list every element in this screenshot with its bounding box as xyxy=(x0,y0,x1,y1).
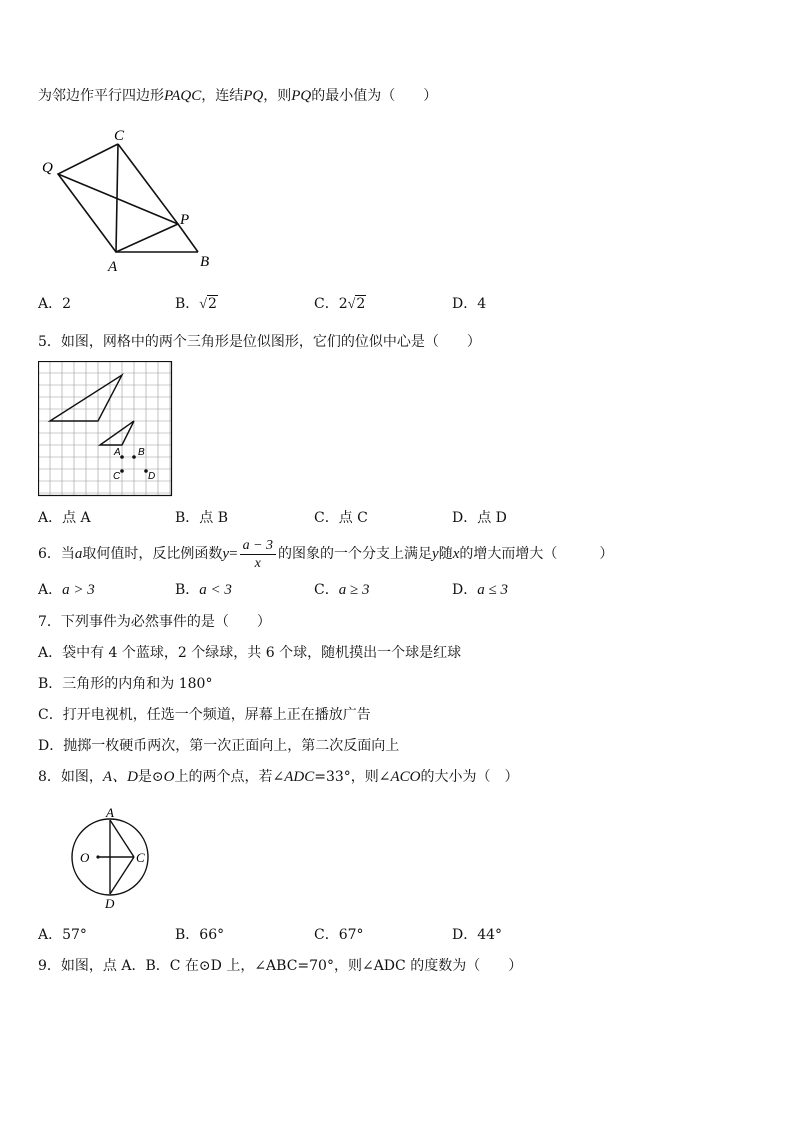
q8-prefix: 8．如图， xyxy=(38,769,103,785)
q6-var-y: y xyxy=(222,546,230,562)
q4-label-p: P xyxy=(180,212,190,228)
q6-equals: = xyxy=(229,546,238,562)
q4-text-start: 为邻边作平行四边形 xyxy=(38,88,164,104)
q8-circle-figure xyxy=(70,804,160,910)
q8-center-dot xyxy=(96,855,99,858)
q5-point-c xyxy=(120,469,124,473)
q4-option-c-prefix: C． xyxy=(314,296,339,312)
q8-stem xyxy=(38,767,519,787)
q4-option-a-prefix: A． xyxy=(38,296,63,312)
q8-angle-aco: ACO xyxy=(390,769,421,785)
q8-label-d: D xyxy=(105,896,115,910)
q6-text1: 取何值时，反比例函数 xyxy=(82,546,223,562)
q4-option-a[interactable] xyxy=(38,294,71,314)
q5-point-b xyxy=(132,455,136,459)
q7-option-d[interactable]: D．抛掷一枚硬币两次，第一次正面向上，第二次反面向上 xyxy=(38,738,400,754)
q8-center-o: O xyxy=(163,769,175,785)
q8-text2: 上的两个点，若∠ xyxy=(174,769,285,785)
q4-option-d[interactable] xyxy=(452,294,486,314)
q9-stem: 9．如图，点 A．B．C 在⊙D 上，∠ABC=70°，则∠ADC 的度数为（ ） xyxy=(38,958,523,974)
q5-point-a xyxy=(120,455,124,459)
q6-fraction xyxy=(240,537,276,572)
q4-option-b-value: 2 xyxy=(207,296,217,312)
q5-label-a: A xyxy=(114,447,121,458)
q5-option-d[interactable]: D．点 D xyxy=(452,510,507,526)
q4-option-d-prefix: D． xyxy=(452,296,478,312)
q4-label-b: B xyxy=(200,254,210,270)
q6-option-a-prefix: A． xyxy=(38,582,63,598)
q6-option-b-value: a < 3 xyxy=(199,582,232,598)
q6-option-b-prefix: B． xyxy=(175,582,200,598)
q4-option-a-value: 2 xyxy=(62,296,72,312)
q8-option-d[interactable]: D．44° xyxy=(452,927,503,943)
q5-option-c[interactable]: C．点 C xyxy=(314,510,368,526)
q6-stem xyxy=(38,534,613,574)
q5-option-a[interactable]: A．点 A xyxy=(38,510,91,526)
q4-text-mid2: ，则 xyxy=(263,88,292,104)
q6-option-d-prefix: D． xyxy=(452,582,478,598)
q8-angle-adc: ADC xyxy=(284,769,315,785)
q4-parallelogram-figure xyxy=(38,126,228,276)
q5-grid-figure xyxy=(38,361,173,497)
q8-text3: =33°，则∠ xyxy=(314,769,391,785)
q6-prefix: 6．当 xyxy=(38,546,75,562)
q4-label-a: A xyxy=(108,259,118,275)
q6-var-a: a xyxy=(74,546,83,562)
q5-label-c: C xyxy=(113,471,121,482)
q8-label-o: O xyxy=(80,850,90,865)
q4-parallelogram-name: PAQC xyxy=(164,88,202,104)
q6-option-c-prefix: C． xyxy=(314,582,339,598)
q5-label-d: D xyxy=(148,471,156,482)
q4-option-b[interactable] xyxy=(175,294,218,315)
q4-option-c[interactable] xyxy=(314,294,366,315)
q7-option-b[interactable]: B．三角形的内角和为 180° xyxy=(38,676,213,692)
q7-option-a[interactable]: A．袋中有 4 个蓝球，2 个绿球，共 6 个球，随机摸出一个球是红球 xyxy=(38,645,462,661)
q6-option-b[interactable] xyxy=(175,580,232,600)
q6-text4: 的增大而增大（ ） xyxy=(459,546,614,562)
q8-option-b[interactable]: B．66° xyxy=(175,927,225,943)
q8-text4: 的大小为（ ） xyxy=(420,769,519,785)
q6-var-y2: y xyxy=(432,546,439,562)
q8-text1: 是⊙ xyxy=(137,769,164,785)
q6-option-c-value: a ≥ 3 xyxy=(338,582,370,598)
q4-option-c-radical: √ xyxy=(347,297,356,312)
q6-option-a-value: a > 3 xyxy=(62,582,95,598)
q6-option-d[interactable] xyxy=(452,580,508,600)
q4-text-mid: ，连结 xyxy=(201,88,244,104)
q8-option-a[interactable]: A．57° xyxy=(38,927,87,943)
q6-numerator: a − 3 xyxy=(240,537,276,555)
q4-pq-2: PQ xyxy=(291,88,312,104)
q6-text2: 的图象的一个分支上满足 xyxy=(278,546,433,562)
q4-option-c-coef: 2 xyxy=(338,296,348,312)
q5-option-b[interactable]: B．点 B xyxy=(175,510,229,526)
q4-label-q: Q xyxy=(42,160,53,176)
q6-denominator: x xyxy=(254,555,261,571)
q4-option-b-radical: √ xyxy=(199,297,207,312)
q4-option-c-value: 2 xyxy=(356,296,366,312)
q4-text-end: 的最小值为（ ） xyxy=(311,88,438,104)
q5-stem: 5．如图，网格中的两个三角形是位似图形，它们的位似中心是（ ） xyxy=(38,334,481,350)
q4-stem xyxy=(38,86,437,106)
q6-option-d-value: a ≤ 3 xyxy=(477,582,508,598)
q6-option-c[interactable] xyxy=(314,580,369,600)
q4-option-b-prefix: B． xyxy=(175,296,200,312)
q6-var-x: x xyxy=(452,546,460,562)
q4-segment-pb xyxy=(178,224,198,252)
q6-text3: 随 xyxy=(438,546,453,562)
q7-option-c[interactable]: C．打开电视机，任选一个频道，屏幕上正在播放广告 xyxy=(38,707,371,723)
q8-points-ad: A、D xyxy=(102,769,138,785)
q7-stem: 7．下列事件为必然事件的是（ ） xyxy=(38,614,271,630)
q8-option-c[interactable]: C．67° xyxy=(314,927,364,943)
q8-label-a: A xyxy=(106,805,114,820)
q6-option-a[interactable] xyxy=(38,580,95,600)
q4-option-d-value: 4 xyxy=(477,296,487,312)
q5-label-b: B xyxy=(138,447,145,458)
q4-label-c: C xyxy=(114,128,125,144)
q4-pq: PQ xyxy=(243,88,264,104)
q8-label-c: C xyxy=(136,850,145,865)
